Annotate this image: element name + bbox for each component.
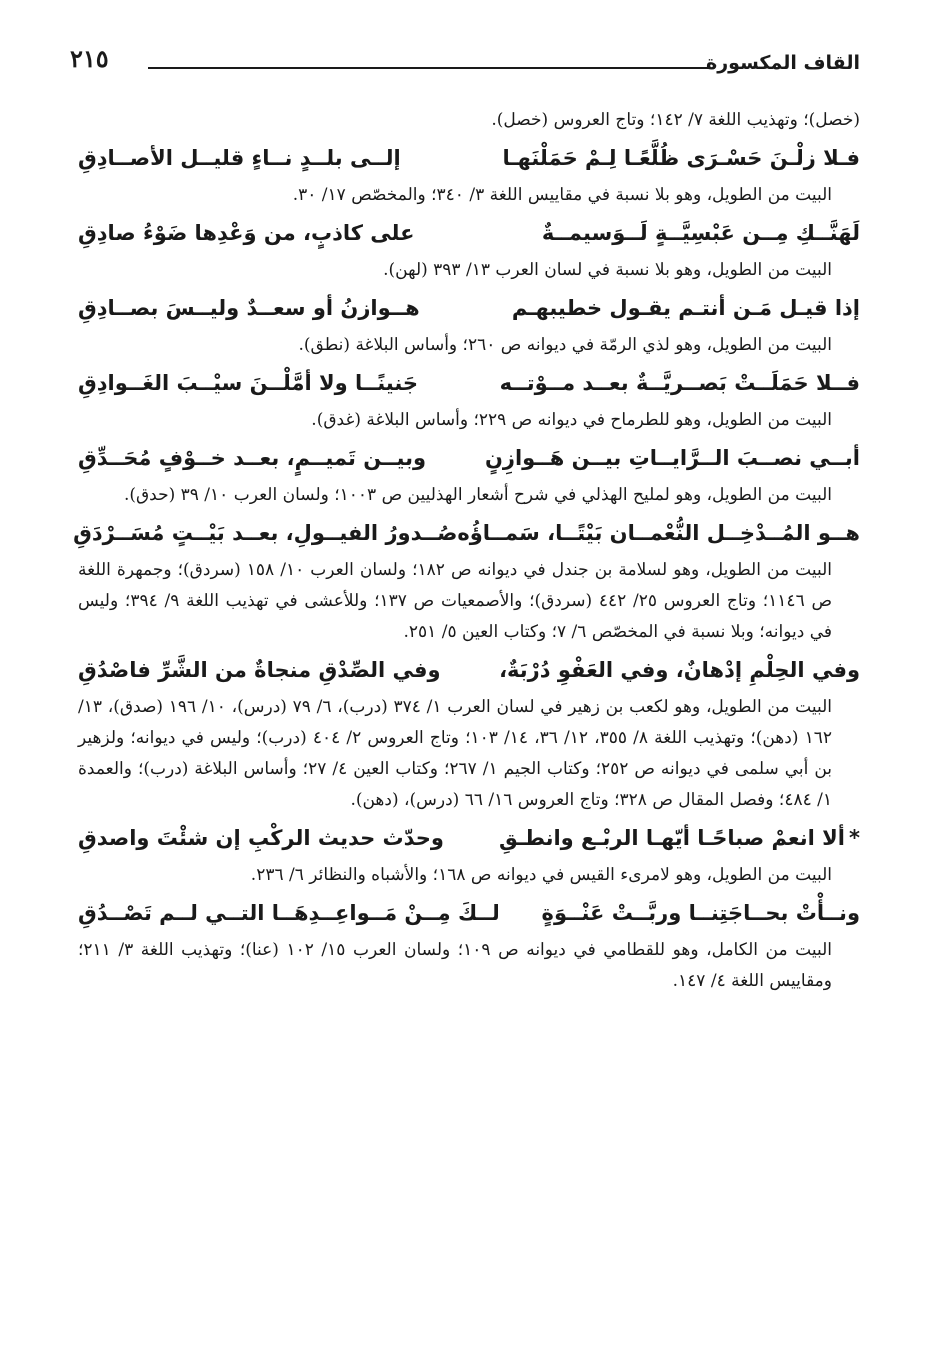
asterisk-marker: *	[849, 826, 860, 850]
verse-entry	[78, 286, 860, 361]
verse-entry	[78, 816, 860, 891]
verse-note: البيت من الطويل، وهو لمليح الهذلي في شرح أشعار الهذليين ص ١٠٠٣؛ ولسان العرب ١٠/ ٣٩ (حدق).	[123, 485, 832, 505]
verse-entry	[78, 436, 860, 511]
verse-note: البيت من الطويل، وهو بلا نسبة في لسان العرب ١٣/ ٣٩٣ (لهن).	[383, 260, 832, 280]
verse-line	[78, 361, 860, 405]
first-hemistich: إذا قيـل مَـن أنتـم يقـول خطيبهـم	[511, 296, 860, 320]
page-number: ٢١٥	[70, 44, 109, 73]
verse-note: البيت من الطويل، وهو لسلامة بن جندل في ديوانه ص ١٨٢؛ ولسان العرب ١٠/ ١٥٨ (سردق)؛ وجمهرة اللغة ص ١١٤٦؛ وتاج العروس ٢٥/ ٤٤٢ (سردق)؛ والأصمعيات ص ١٣٧؛ وللأعشى في تهذيب اللغة ٩/ ٣٩٤؛ وليس في ديوانه؛ وبلا نسبة في المخصّص ٦/ ٧؛ وكتاب العين ٥/ ٢٥١.	[78, 560, 832, 642]
second-hemistich: وحدّث حديث الركْبِ إن شئْتَ واصدقِ	[78, 826, 444, 850]
first-hemistich: ونــأْتْ بحــاجَتِنــا وربَّــتْ عَنْــوَةٍ	[541, 901, 860, 925]
verse-note: البيت من الطويل، وهو بلا نسبة في مقاييس اللغة ٣/ ٣٤٠؛ والمخصّص ١٧/ ٣٠.	[292, 185, 832, 205]
verse-entry	[78, 361, 860, 436]
second-hemistich: إلــى بلــدٍ نــاءٍ قليــل الأصــادِقِ	[78, 146, 401, 170]
verse-entry	[78, 136, 860, 211]
header-rule	[148, 67, 710, 69]
verse-line	[78, 436, 860, 480]
second-hemistich: لــكَ مِــنْ مَــواعِــدِهَــا التــي لــم تَصْــدُقِ	[78, 901, 500, 925]
verse-entry	[78, 211, 860, 286]
verse-line	[78, 211, 860, 255]
second-hemistich: على كاذبٍ، من وَعْدِها ضَوْءُ صادِقِ	[78, 221, 415, 245]
chapter-title: القاف المكسورة	[706, 52, 860, 74]
verse-line	[78, 136, 860, 180]
first-hemistich	[499, 816, 860, 860]
verse-note: البيت من الطويل، وهو لذي الرمّة في ديوانه ص ٢٦٠؛ وأساس البلاغة (نطق).	[298, 335, 832, 355]
verse-line	[78, 891, 860, 935]
second-hemistich: صُــدورُ الفيــولِ، بعــد بَيْــتٍ مُسَــرْدَقِ	[73, 521, 458, 545]
verse-note: البيت من الكامل، وهو للقطامي في ديوانه ص ١٠٩؛ ولسان العرب ١٥/ ١٠٢ (عنا)؛ وتهذيب اللغة ٣/ ٢١١؛ ومقاييس اللغة ٤/ ١٤٧.	[78, 940, 832, 991]
first-hemistich: هــو المُــدْخِــل النُّعْمــان بَيْتًــا، سَمــاؤُه	[457, 521, 860, 545]
verse-line	[78, 648, 860, 692]
verse-entry	[78, 648, 860, 816]
page-body	[73, 105, 860, 997]
verse-note: البيت من الطويل، وهو لكعب بن زهير في لسان العرب ١/ ٣٧٤ (درب)، ٦/ ٧٩ (درس)، ١٠/ ١٩٦ (صدق)، ١٣/ ١٦٢ (دهن)؛ وتهذيب اللغة ٨/ ٣٥٥، ١٢/ ٣٦، ١٤/ ١٠٣؛ وتاج العروس ٢/ ٤٠٤ (درب)؛ وليس في ديوانه؛ ولزهير بن أبي سلمى في ديوانه ص ٢٥٢؛ وكتاب الجيم ١/ ٢٦٧؛ وكتاب العين ٤/ ٢٧؛ وأساس البلاغة (درب)؛ والعمدة ١/ ٤٨٤؛ وفصل المقال ص ٣٢٨؛ وتاج العروس ١٦/ ٦٦ (درس)، (دهن).	[78, 697, 833, 810]
first-hemistich: وفي الحِلْمِ إدْهانٌ، وفي العَفْوِ دُرْبَةٌ،	[499, 658, 860, 682]
first-hemistich: أبــي نصــبَ الــرَّايــاتِ بيــن هَــوازِنٍ	[484, 446, 860, 470]
second-hemistich: هــوازنُ أو سعــدٌ وليــسَ بصــادِقِ	[78, 296, 420, 320]
verse-entry	[78, 891, 860, 997]
intro-note: (خصل)؛ وتهذيب اللغة ٧/ ١٤٢؛ وتاج العروس (خصل).	[491, 110, 860, 130]
second-hemistich: وفي الصِّدْقِ منجاةٌ من الشَّرِّ فاصْدُقِ	[78, 658, 441, 682]
verse-line	[78, 286, 860, 330]
verse-entry	[73, 511, 860, 648]
verse-note: البيت من الطويل، وهو لامرىء القيس في ديوانه ص ١٦٨؛ والأشباه والنظائر ٦/ ٢٣٦.	[250, 865, 832, 885]
first-hemistich: فــلا حَمَلَــتْ بَصــريَّــةٌ بعــد مــوْتــه	[499, 371, 860, 395]
verse-line	[78, 816, 860, 860]
first-hemistich: فـلا زلْـنَ حَسْـرَى ظُلَّعًـا لِـمْ حَمَلْنَهـا	[502, 146, 860, 170]
second-hemistich: جَنينًــا ولا أمَّلْــنَ سيْــبَ الغَــوادِقِ	[78, 371, 419, 395]
first-hemistich-text: ألا انعمْ صباحًـا أيّهـا الربْـع وانطـقِ	[499, 826, 846, 850]
verse-note: البيت من الطويل، وهو للطرماح في ديوانه ص ٢٢٩؛ وأساس البلاغة (غدق).	[311, 410, 832, 430]
first-hemistich: لَهَنَّــكِ مِــن عَبْسِيَّــةٍ لَــوَسيمــةٌ	[541, 221, 860, 245]
running-header	[70, 38, 860, 82]
second-hemistich: وبيــن تَميــمٍ، بعــد خــوْفٍ مُحَــدِّقِ	[78, 446, 427, 470]
verse-line	[73, 511, 860, 555]
